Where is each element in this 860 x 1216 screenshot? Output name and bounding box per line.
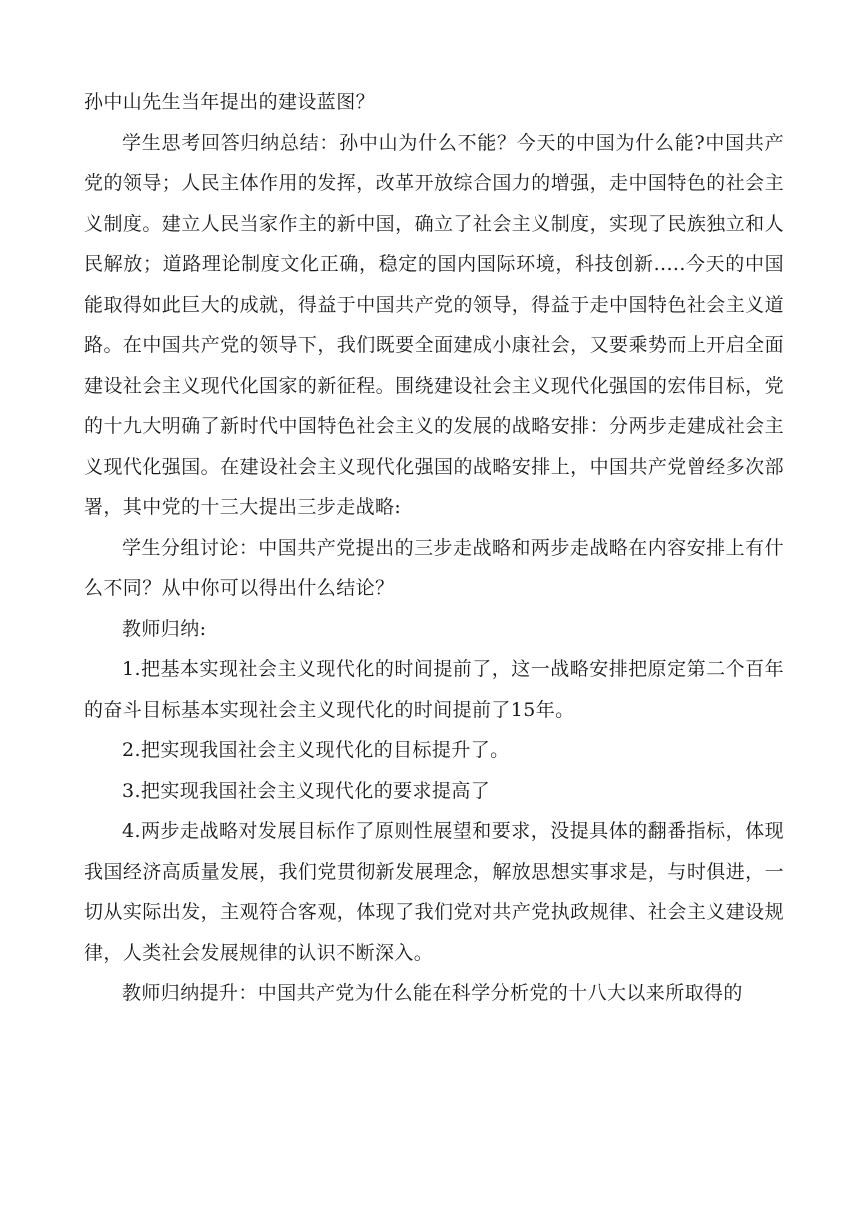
paragraph-point-1: 1.把基本实现社会主义现代化的时间提前了，这一战略安排把原定第二个百年的奋斗目标基本实现社会主义现代化的时间提前了15年。: [84, 658, 784, 721]
paragraph-question-continuation: 孙中山先生当年提出的建设蓝图？: [84, 91, 376, 113]
paragraph-teacher-elevation: 教师归纳提升：中国共产党为什么能在科学分析党的十八大以来所取得的: [122, 982, 743, 1004]
paragraph-point-4: 4.两步走战略对发展目标作了原则性展望和要求，没提具体的翻番指标，体现我国经济高质量发展，我们党贯彻新发展理念，解放思想实事求是，与时俱进，一切从实际出发，主观符合客观，体现了我们党对共产党执政规律、社会主义建设规律，人类社会发展规律的认识不断深入。: [84, 820, 784, 964]
paragraph-point-2: 2.把实现我国社会主义现代化的目标提升了。: [122, 739, 510, 761]
document-body: [84, 82, 784, 1014]
paragraph-teacher-summary-heading: 教师归纳:: [122, 617, 207, 640]
paragraph-student-summary: 学生思考回答归纳总结：孙中山为什么不能？今天的中国为什么能?中国共产党的领导；人民主体作用的发挥，改革开放综合国力的增强，走中国特色的社会主义制度。建立人民当家作主的新中国，确立了社会主义制度，实现了民族独立和人民解放；道路理论制度文化正确，稳定的国内国际环境，科技创新.....今天的中国能取得如此巨大的成就，得益于中国共产党的领导，得益于走中国特色社会主义道路。在中国共产党的领导下，我们既要全面建成小康社会，又要乘势而上开启全面建设社会主义现代化国家的新征程。围绕建设社会主义现代化强国的宏伟目标，党的十九大明确了新时代中国特色社会主义的发展的战略安排：分两步走建成社会主义现代化强国。在建设社会主义现代化强国的战略安排上，中国共产党曾经多次部署，其中党的十三大提出三步走战略:: [84, 131, 784, 518]
paragraph-point-3: 3.把实现我国社会主义现代化的要求提高了: [122, 779, 491, 802]
paragraph-group-discussion: 学生分组讨论：中国共产党提出的三步走战略和两步走战略在内容安排上有什么不同？从中你可以得出什么结论？: [84, 536, 784, 599]
